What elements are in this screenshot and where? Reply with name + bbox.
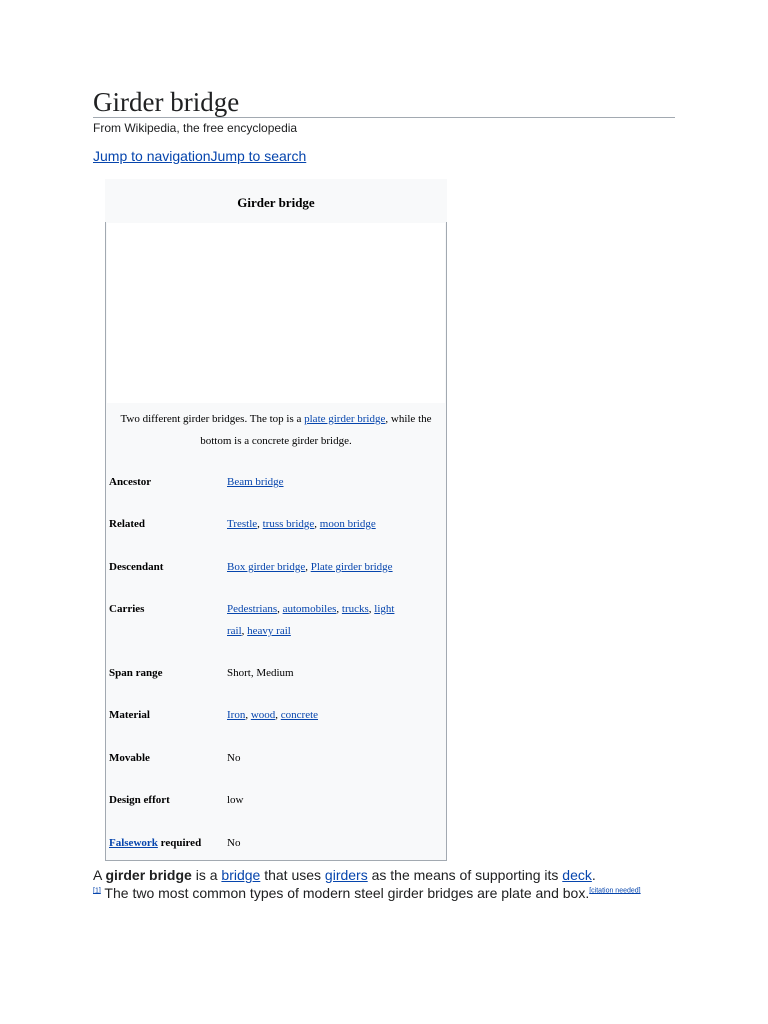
concrete-link[interactable]: concrete (280, 709, 319, 721)
beam-bridge-link[interactable]: Beam bridge (227, 476, 284, 488)
row-value: Short, Medium (227, 667, 294, 679)
lead-text: as the means of supporting its (367, 867, 563, 883)
infobox-image[interactable] (107, 223, 445, 403)
row-label (109, 832, 219, 854)
lead-text: The two most common types of modern steel girder bridges are plate and box. (100, 885, 590, 901)
row-label: Carries (109, 603, 145, 615)
row-label: Descendant (109, 561, 164, 573)
citation-needed-link[interactable]: [citation needed] (589, 887, 641, 895)
page-title: Girder bridge (93, 87, 240, 117)
automobiles-link[interactable]: automobiles (282, 603, 337, 615)
row-label: Design effort (109, 794, 170, 806)
row-label-rest: required (157, 837, 202, 849)
infobox-caption (108, 408, 444, 452)
iron-link[interactable]: Iron (227, 709, 246, 721)
infobox (105, 179, 447, 861)
row-value: Trestle, truss bridge, moon bridge (227, 518, 376, 530)
lead-bold-term: girder bridge (105, 867, 192, 883)
lead-paragraph (93, 866, 675, 902)
row-label: Related (109, 518, 146, 530)
jump-to-search-link[interactable]: Jump to search (210, 148, 307, 164)
reference-1 (93, 887, 101, 894)
caption-plate-girder-link[interactable]: plate girder bridge (304, 413, 386, 425)
jump-to-navigation-link[interactable]: Jump to navigation (93, 148, 211, 164)
tagline: From Wikipedia, the free encyclopedia (93, 121, 298, 135)
deck-link[interactable]: deck (562, 867, 592, 883)
row-label: Movable (109, 752, 150, 764)
title-divider (93, 117, 675, 118)
falsework-link[interactable]: Falsework (109, 837, 158, 849)
row-value: Box girder bridge, Plate girder bridge (227, 561, 393, 573)
bridge-link[interactable]: bridge (221, 867, 261, 883)
infobox-title: Girder bridge (237, 195, 315, 210)
pedestrians-link[interactable]: Pedestrians (227, 603, 278, 615)
row-value: low (227, 794, 244, 806)
row-value: Pedestrians, automobiles, trucks, light rail, heavy rail (227, 603, 395, 637)
heavy-rail-link[interactable]: heavy rail (247, 625, 291, 637)
lead-text: A (93, 867, 106, 883)
girders-link[interactable]: girders (324, 867, 368, 883)
jump-links (93, 148, 306, 165)
trestle-link[interactable]: Trestle (227, 518, 258, 530)
citation-needed (589, 887, 640, 894)
caption-text-start: Two different girder bridges. The top is a (120, 413, 305, 425)
row-label: Ancestor (109, 476, 152, 488)
row-label: Material (109, 709, 150, 721)
light-rail-link[interactable]: light rail (227, 603, 395, 637)
wood-link[interactable]: wood (250, 709, 276, 721)
truss-bridge-link[interactable]: truss bridge (262, 518, 315, 530)
lead-text: that uses (260, 867, 325, 883)
reference-1-link[interactable]: [1] (93, 887, 101, 895)
row-value: Iron, wood, concrete (227, 709, 319, 721)
caption-text-end: , while the bottom is a concrete girder bridge. (200, 413, 432, 447)
box-girder-bridge-link[interactable]: Box girder bridge (227, 561, 306, 573)
lead-text: is a (191, 867, 222, 883)
lead-text: . (591, 867, 596, 883)
trucks-link[interactable]: trucks (341, 603, 369, 615)
row-label: Span range (109, 667, 163, 679)
plate-girder-bridge-link[interactable]: Plate girder bridge (310, 561, 393, 573)
row-value: No (227, 837, 241, 849)
moon-bridge-link[interactable]: moon bridge (319, 518, 376, 530)
row-value: No (227, 752, 241, 764)
row-value (227, 471, 412, 493)
